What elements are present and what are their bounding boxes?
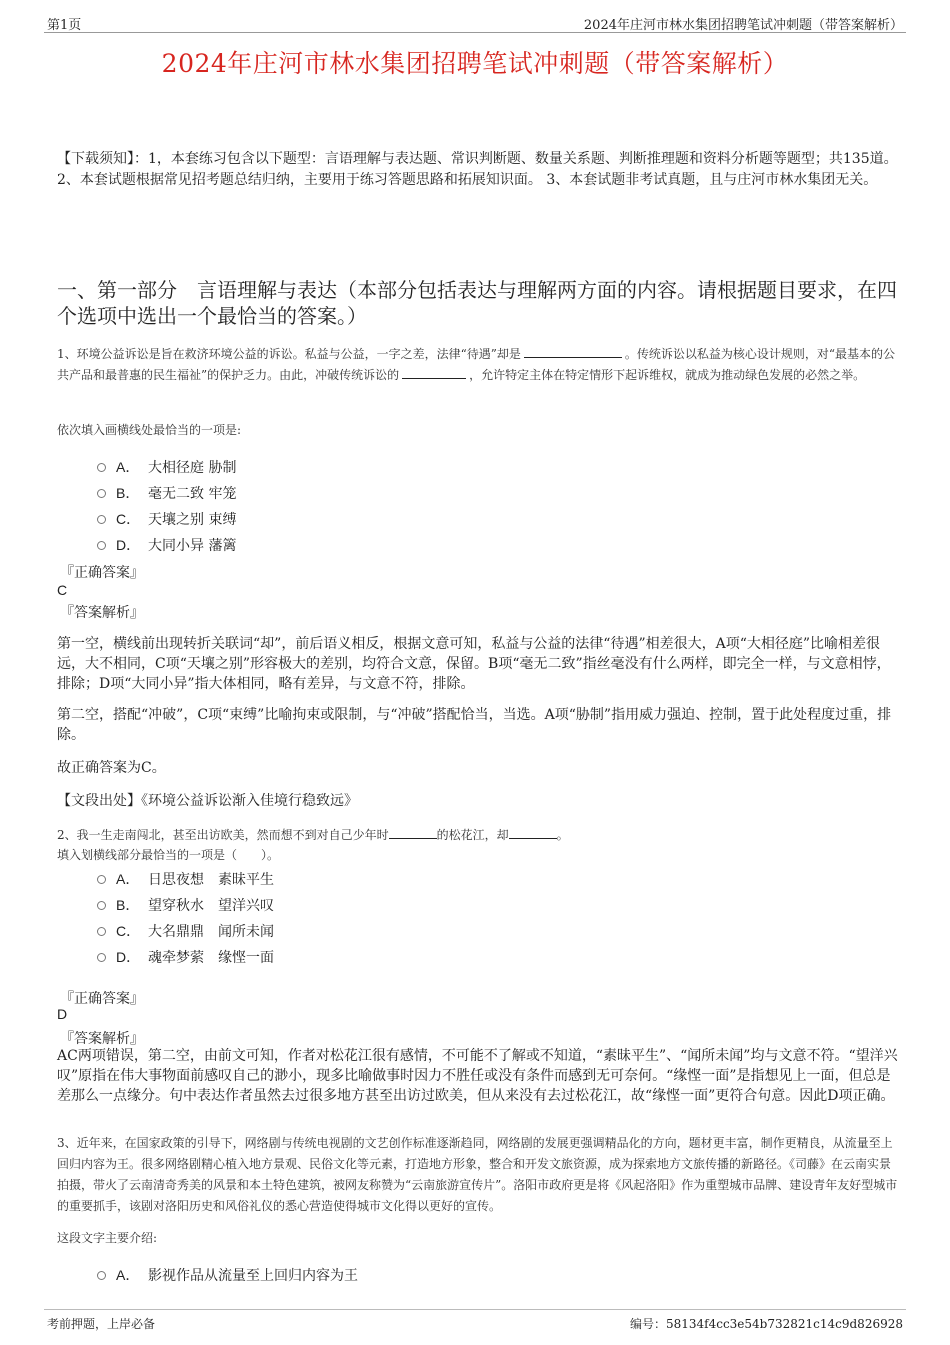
q2-option-d[interactable]: D． 魂牵梦萦 缘悭一面	[97, 947, 274, 967]
radio-icon[interactable]	[97, 489, 106, 498]
radio-icon[interactable]	[97, 875, 106, 884]
q2-analysis: AC两项错误，第二空，由前文可知，作者对松花江很有感情，不可能不了解或不知道，“素昧平生”、“闻所未闻”均与文意不符。“望洋兴叹”原指在伟大事物面前感叹自己的渺小，现多比喻做事时因力不胜任或没有条件而感到无可奈何。“缘悭一面”是指想见上一面，但总是差那么一点缘分。句中表达作者虽然去过很多地方甚至出访过欧美，但从来没有去过松花江，故“缘悭一面”更符合句意。因此D项正确。	[57, 1048, 898, 1104]
q2-option-a[interactable]: A． 日思夜想 素昧平生	[97, 869, 274, 889]
radio-icon[interactable]	[97, 541, 106, 550]
q1-prompt: 依次填入画横线处最恰当的一项是:	[57, 423, 242, 437]
q1-blank-1	[524, 345, 622, 358]
q1-option-c[interactable]: C． 天壤之别 束缚	[97, 509, 236, 529]
q2-option-b[interactable]: B． 望穿秋水 望洋兴叹	[97, 895, 274, 915]
q3-option-a[interactable]: A． 影视作品从流量至上回归内容为王	[97, 1265, 358, 1285]
download-notice: 【下载须知】：1，本套练习包含以下题型：言语理解与表达题、常识判断题、数量关系题、判断推理题和资料分析题等题型；共135道。 2、本套试题根据常见招考题总结归纳，主要用于练习答题思路和拓展知识面。 3、本套试题非考试真题，且与庄河市林水集团无关。	[57, 151, 898, 188]
q1-option-d[interactable]: D． 大同小异 藩篱	[97, 535, 236, 555]
q1-stem: 1、环境公益诉讼是旨在救济环境公益的诉讼。私益与公益，一字之差，法律“待遇”却是 。传统诉讼以私益为核心设计规则，对“最基本的公共产品和最普惠的民生福祉”的保护乏力。由此，冲破传统诉讼的 ，允许特定主体在特定情形下起诉维权，就成为推动绿色发展的必然之举。	[57, 347, 896, 382]
q2-prompt: 填入划横线部分最恰当的一项是（ ）。	[57, 848, 280, 862]
radio-icon[interactable]	[97, 927, 106, 936]
section-heading: 一、第一部分 言语理解与表达（本部分包括表达与理解两方面的内容。请根据题目要求，在四个选项中选出一个最恰当的答案。）	[57, 278, 897, 328]
document-id: 编号：58134f4cc3e54b732821c14c9d826928	[629, 1317, 903, 1331]
q2-option-c[interactable]: C． 大名鼎鼎 闻所未闻	[97, 921, 274, 941]
radio-icon[interactable]	[97, 515, 106, 524]
page-number: 第1页	[47, 18, 82, 33]
q2-answer-label: 『正确答案』	[60, 991, 144, 1007]
q1-answer-label: 『正确答案』	[60, 565, 144, 581]
q1-answer: C	[57, 582, 68, 598]
radio-icon[interactable]	[97, 953, 106, 962]
radio-icon[interactable]	[97, 901, 106, 910]
q2-blank-2	[509, 826, 557, 839]
q1-analysis-label: 『答案解析』	[60, 605, 144, 621]
q3-stem: 3、近年来，在国家政策的引导下，网络剧与传统电视剧的文艺创作标准逐渐趋同，网络剧的发展更强调精品化的方向，题材更丰富，制作更精良，从流量至上回归内容为王。很多网络剧精心植入地方景观、民俗文化等元素，打造地方形象，整合和开发文旅资源，成为探索地方文旅传播的新路径。《司藤》在云南实景拍摄，带火了云南清奇秀美的风景和本土特色建筑，被网友称赞为“云南旅游宣传片”。洛阳市政府更是将《风起洛阳》作为重塑城市品牌、建设青年友好型城市的重要抓手，该剧对洛阳历史和风俗礼仪的悉心营造使得城市文化得以更好的宣传。	[57, 1136, 898, 1213]
q2-stem: 2、我一生走南闯北，甚至出访欧美，然而想不到对自己少年时 的松花江，却 。	[57, 828, 569, 842]
q2-analysis-label: 『答案解析』	[60, 1031, 144, 1047]
q3-prompt: 这段文字主要介绍:	[57, 1231, 158, 1245]
q1-blank-2	[402, 366, 466, 379]
footer-divider	[44, 1309, 906, 1310]
running-title: 2024年庄河市林水集团招聘笔试冲刺题（带答案解析）	[583, 18, 903, 33]
q1-source: 【文段出处】《环境公益诉讼渐入佳境行稳致远》	[57, 793, 358, 809]
header-divider	[44, 32, 906, 33]
q1-analysis-1: 第一空，横线前出现转折关联词“却”，前后语义相反，根据文意可知，私益与公益的法律“待遇”相差很大，A项“大相径庭”比喻相差很远，大不相同，C项“天壤之别”形容极大的差别，均符合文意，保留。B项“毫无二致”指丝毫没有什么两样，即完全一样，与文意相悖，排除；D项“大同小异”指大体相同，略有差异，与文意不符，排除。	[57, 636, 891, 692]
q1-analysis-3: 故正确答案为C。	[57, 760, 166, 776]
footer-slogan: 考前押题，上岸必备	[47, 1317, 156, 1331]
q2-blank-1	[389, 826, 437, 839]
q1-analysis-2: 第二空，搭配“冲破”，C项“束缚”比喻拘束或限制，与“冲破”搭配恰当，当选。A项“胁制”指用威力强迫、控制，置于此处程度过重，排除。	[57, 707, 892, 743]
radio-icon[interactable]	[97, 1271, 106, 1280]
q2-answer: D	[57, 1006, 68, 1022]
page-title: 2024年庄河市林水集团招聘笔试冲刺题（带答案解析）	[161, 49, 789, 78]
q1-option-a[interactable]: A． 大相径庭 胁制	[97, 457, 236, 477]
radio-icon[interactable]	[97, 463, 106, 472]
q1-option-b[interactable]: B． 毫无二致 牢笼	[97, 483, 236, 503]
